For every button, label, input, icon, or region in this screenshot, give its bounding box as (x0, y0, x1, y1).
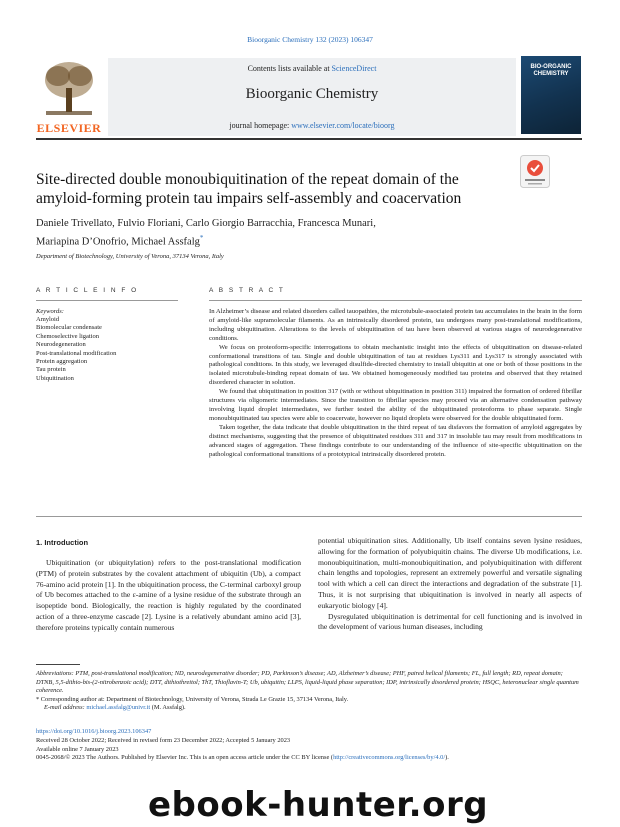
journal-homepage-link[interactable]: www.elsevier.com/locate/bioorg (291, 121, 395, 130)
available-online: Available online 7 January 2023 (36, 745, 119, 753)
abbreviations-footnote: Abbreviations: PTM, post-translational modification; ND, neurodegenerative disorder; PD, Parkinson’s disease; AD, Alzheimer’s disease; PHF, paired helical filaments; FL, full length; RD, repeat domain; DTNB, 5,5-dithio-bis-(2-nitrobenzoic acid); DTT, dithiothreitol; ThT, Thioflavin-T; Ub, ubiquitin; LLPS, liquid-liquid phase separation; IDP, intrinsically disordered protein; HSQC, heteronuclear single quantum coherence. (36, 670, 579, 695)
abstract-body (209, 308, 582, 459)
article-info-rule (36, 300, 178, 301)
license-link[interactable]: http://creativecommons.org/licenses/by/4.0/ (333, 754, 446, 762)
license-line (36, 754, 582, 763)
article-info-heading: A R T I C L E I N F O (36, 287, 139, 294)
affiliation: Department of Biotechnology, University of Verona, 37134 Verona, Italy (36, 253, 224, 260)
authors-line-2 (36, 231, 516, 250)
keyword: Protein aggregation (36, 358, 88, 366)
body-column-left (36, 558, 301, 634)
keywords-list (36, 316, 116, 383)
abstract-paragraph: We focus on proteoform-specific interrogations to obtain mechanistic insight into the effects of ubiquitination on disease-related conformational transitions of tau. Single and double ubiquitination of tau at residues Lys311 and Lys317 is strongly associated with pathological conditions. In this study, we leveraged disulfide-directed chemistry to install ubiquitin at one or both of those positions in the isolated microtubule-binding repeat domain of tau. We obtained homogeneously modified tau proteins and observed that they retained disordered character in solution. (209, 343, 582, 387)
abstract-rule (209, 300, 582, 301)
email-label: E-mail address: (44, 704, 87, 712)
email-link[interactable]: michael.assfalg@univr.it (86, 704, 151, 712)
keyword: Amyloid (36, 316, 60, 323)
authors-line-2-text: Mariapina D’Onofrio, Michael Assfalg (36, 236, 200, 248)
keyword: Ubiquitination (36, 374, 74, 382)
abstract-bottom-rule (36, 516, 582, 517)
journal-title: Bioorganic Chemistry (245, 86, 379, 102)
intro-paragraph: potential ubiquitination sites. Additionally, Ub itself contains seven lysine residues, allowing for the formation of polyubiquitin chains. The diverse Ub modifications, i.e. monoubiquitination, multi-monoubiquitination, and polyubiquitination with different chain lengths and topologies, represent an extremely powerful and versatile signaling tool with which a cell can direct the interactions and degradation of the substrate [1]. Thus, it is not surprising that ubiquitination is involved in nearly all aspects of eukaryotic biology [4]. (318, 536, 582, 610)
journal-reference[interactable]: Bioorganic Chemistry 132 (2023) 106347 (247, 35, 373, 44)
abstract-paragraph: Taken together, the data indicate that double ubiquitination in the third repeat of tau disfavors the formation of amyloid aggregates by distinct mechanisms, suggesting that the presence of ubiquitinated residues 311 and 317 in insoluble tau may result from modifications in advanced stages of aggregation. These findings contribute to our understanding of the influence of site-specific ubiquitination on the pathological conformational transitions of a prototypical intrinsically disordered protein. (209, 423, 582, 458)
body-column-right (318, 536, 582, 633)
publisher-name: ELSEVIER (36, 121, 102, 135)
keyword: Post-translational modification (36, 349, 117, 357)
contents-prefix: Contents lists available at (247, 64, 332, 73)
received-dates: Received 28 October 2022; Received in revised form 23 December 2022; Accepted 5 January 2023 (36, 736, 291, 744)
keyword: Biomolecular condensate (36, 324, 102, 332)
corresponding-author-mark[interactable]: * (199, 234, 204, 242)
journal-cover-title: BIO-ORGANIC CHEMISTRY (530, 64, 572, 77)
authors-line-1: Daniele Trivellato, Fulvio Floriani, Carlo Giorgio Barracchia, Francesca Munari, (36, 218, 376, 229)
header-divider (36, 138, 582, 140)
watermark-text: ebook-hunter.org (148, 785, 489, 825)
footnote-rule (36, 664, 80, 665)
contents-line (108, 64, 516, 73)
publication-info (36, 728, 582, 763)
license-prefix: 0045-2068/© 2023 The Authors. Published by Elsevier Inc. This is an open access article under the CC BY license ( (36, 754, 334, 762)
keyword: Tau protein (36, 366, 66, 374)
sciencedirect-link[interactable]: ScienceDirect (331, 64, 377, 73)
section-heading-introduction: 1. Introduction (36, 538, 89, 547)
keywords-label: Keywords: (36, 308, 64, 315)
license-suffix: ). (445, 754, 449, 762)
author-list (36, 217, 516, 250)
check-for-updates-badge[interactable] (520, 155, 550, 188)
intro-paragraph: Dysregulated ubiquitination is detrimental for cell functioning and is involved in the development of various human diseases, including (318, 611, 582, 632)
corresponding-author-footnote: * Corresponding author at: Department of Biotechnology, University of Verona, Strada Le Grazie 15, 37134 Verona, Italy. (36, 695, 349, 703)
abstract-heading: A B S T R A C T (209, 287, 285, 294)
keyword: Chemoselective ligation (36, 332, 99, 340)
keyword: Neurodegeneration (36, 341, 86, 349)
abstract-paragraph: We found that ubiquitination in position 317 (with or without ubiquitination in position 311) impaired the formation of ordered fibrillar structures via oligomeric intermediates. Since the transition to fibrillar species may proceed via an alternative condensation pathway involving liquid droplet intermediates, we further tested the ability of the ubiquitinated proteoforms to phase separate. Single monoubiquitinated tau species were able to coacervate, however no liquid droplets were observed for the double ubiquitinated form. (209, 388, 582, 422)
homepage-prefix: journal homepage: (229, 121, 292, 130)
intro-paragraph: Ubiquitination (or ubiquitylation) refers to the post-translational modification (PTM) of protein substrates by the covalent attachment of ubiquitin (Ub), a compact 76-amino acid protein [1]. In the ubiquitination process, the C-terminal carboxyl group of Ub becomes attached to the ε-amine of a lysine residue of the substrate through an isopeptide bond. Biologically, the reaction is highly regulated by the coordinated action of a three-enzyme cascade [2]. Lysine is a relatively abundant amino acid [3], therefore proteins typically contain numerous (36, 558, 301, 632)
email-suffix: (M. Assfalg). (150, 704, 186, 712)
email-footnote (36, 704, 582, 713)
footnotes (36, 670, 582, 713)
abstract-paragraph: In Alzheimer’s disease and related disorders called tauopathies, the microtubule-associated protein tau accumulates in the brain in the form of amyloid-like supramolecular filaments. As an intrinsically disordered protein, tau undergoes many post-translational modifications, including ubiquitination. Alterations to the levels of ubiquitination of tau have been observed at various stages of neurodegenerative conditions. (209, 308, 582, 342)
article-title: Site-directed double monoubiquitination of the repeat domain of the amyloid-forming protein tau impairs self-assembly and coacervation (36, 171, 462, 207)
homepage-line (108, 121, 516, 130)
doi-link[interactable]: https://doi.org/10.1016/j.bioorg.2023.106347 (36, 728, 152, 735)
